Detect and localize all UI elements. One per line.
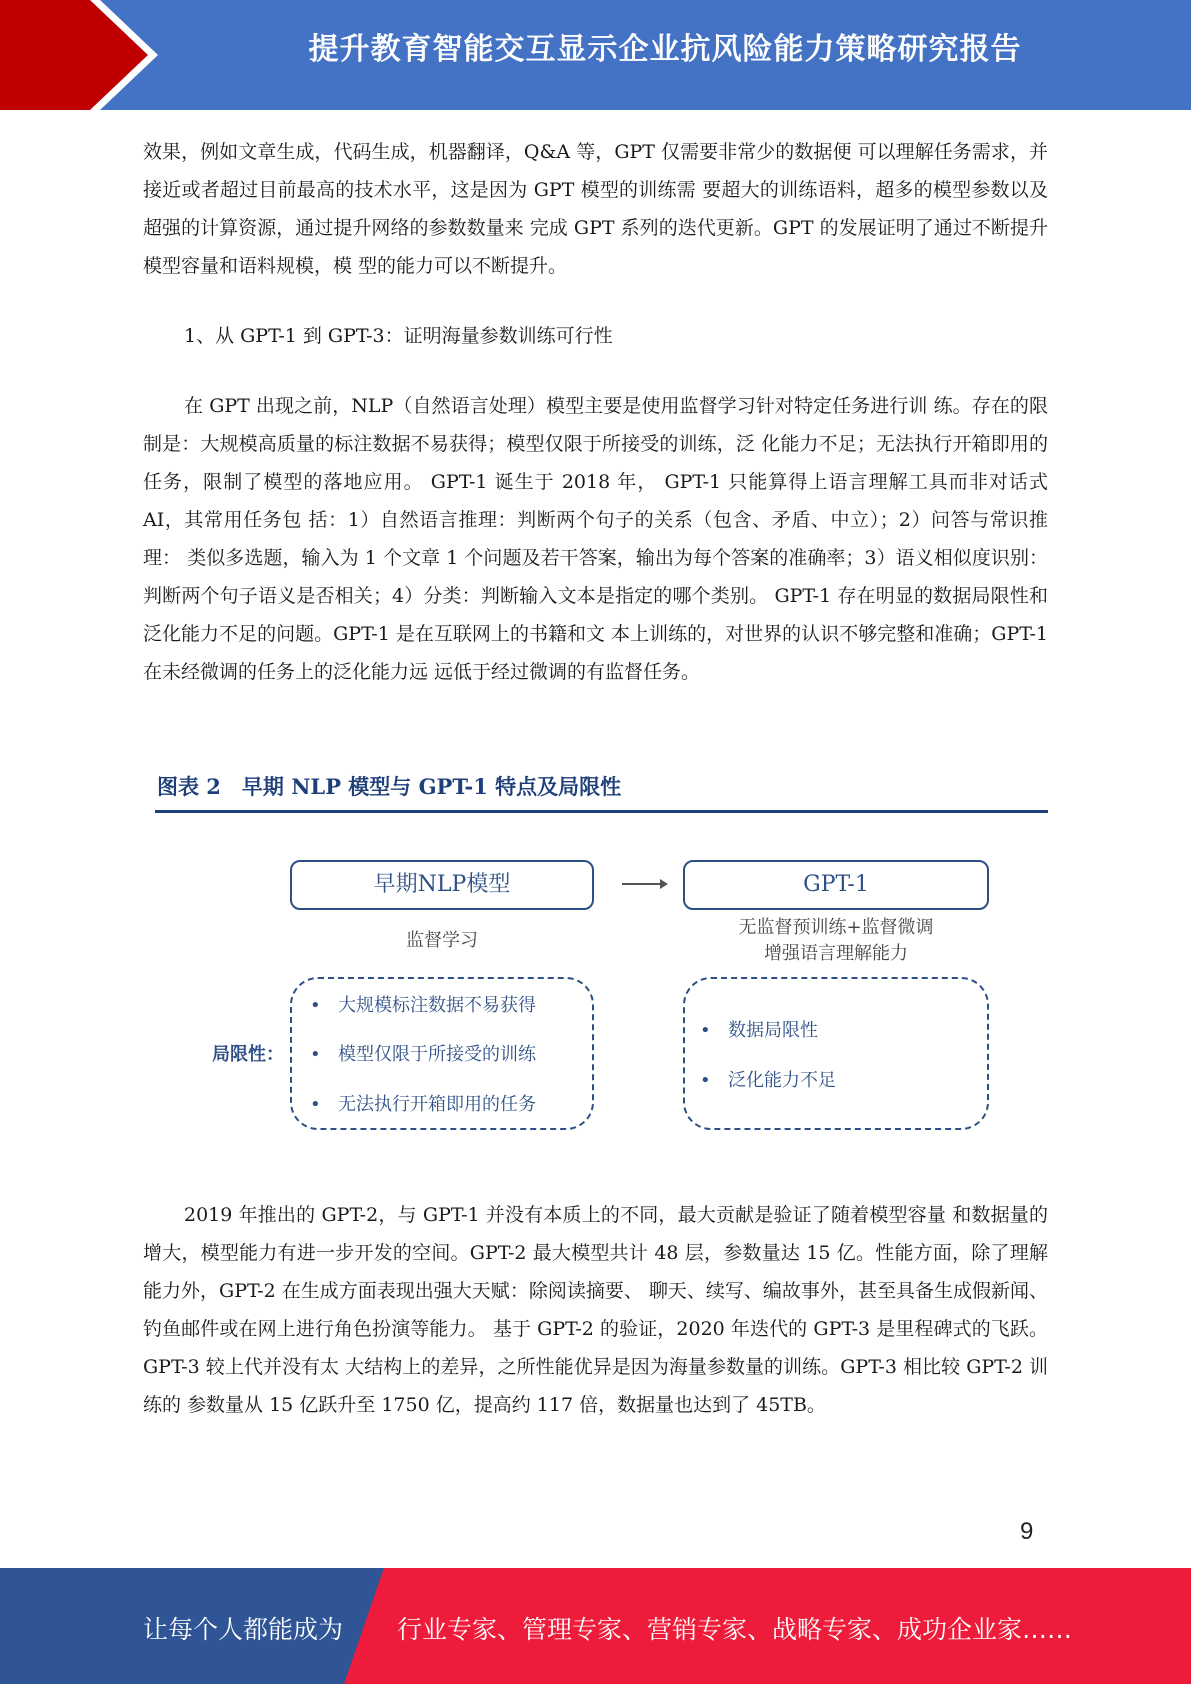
right-arrow-icon (620, 876, 670, 892)
gpt1-method-label: 无监督预训练+监督微调 (738, 917, 934, 938)
paragraph-3: 2019 年推出的 GPT-2，与 GPT-1 并没有本质上的不同，最大贡献是验证了随着模型容量 和数据量的增大，模型能力有进一步开发的空间。GPT-2 最大模型共计 48 层，参数量达 15 亿。性能方面，除了理解能力外，GPT-2 在生成方面表现出强大天赋：除阅读摘要、 聊天、续写、编故事外，甚至具备生成假新闻、钓鱼邮件或在网上进行角色扮演等能力。 基于 GPT-2 的验证，2020 年迭代的 GPT-3 是里程碑式的飞跃。GPT-3 较上代并没有太 大结构上的差异，之所性能优异是因为海量参数量的训练。GPT-3 相比较 GPT-2 训练的 参数量从 15 亿跃升至 1750 亿，提高约 117 倍，数据量也达到了 45TB。 (143, 1204, 1048, 1416)
early-limit-item: • 模型仅限于所接受的训练 (310, 1044, 536, 1065)
page-number: 9 (1020, 1518, 1034, 1545)
footer-slogan-left: 让每个人都能成为 (143, 1615, 344, 1644)
body-content (143, 133, 1048, 691)
paragraph-1: 效果，例如文章生成，代码生成，机器翻译，Q&A 等，GPT 仅需要非常少的数据便 可以理解任务需求，并接近或者超过目前最高的技术水平，这是因为 GPT 模型的训练需 要超大的训练语料，超多的模型参数以及超强的计算资源，通过提升网络的参数数量来 完成 GPT 系列的迭代更新。GPT 的发展证明了通过不断提升模型容量和语料规模，模 型的能力可以不断提升。 (143, 141, 1048, 277)
paragraph-2: 在 GPT 出现之前，NLP（自然语言处理）模型主要是使用监督学习针对特定任务进行训 练。存在的限制是：大规模高质量的标注数据不易获得；模型仅限于所接受的训练，泛 化能力不足；无法执行开箱即用的任务，限制了模型的落地应用。 GPT-1 诞生于 2018 年， GPT-1 只能算得上语言理解工具而非对话式 AI，其常用任务包 括：1）自然语言推理：判断两个句子的关系（包含、矛盾、中立）；2）问答与常识推理： 类似多选题，输入为 1 个文章 1 个问题及若干答案，输出为每个答案的准确率；3）语义相似度识别：判断两个句子语义是否相关；4）分类：判断输入文本是指定的哪个类别。 GPT-1 存在明显的数据局限性和泛化能力不足的问题。GPT-1 是在互联网上的书籍和文 本上训练的，对世界的认识不够完整和准确；GPT-1 在未经微调的任务上的泛化能力远 远低于经过微调的有监督任务。 (143, 395, 1048, 683)
early-limit-item: • 大规模标注数据不易获得 (310, 995, 536, 1016)
figure-title: 图表 2 早期 NLP 模型与 GPT-1 特点及局限性 (157, 774, 622, 799)
report-title: 提升教育智能交互显示企业抗风险能力策略研究报告 (308, 32, 1022, 67)
early-nlp-method-label: 监督学习 (406, 930, 478, 951)
gpt1-box: GPT-1 (683, 860, 989, 910)
limitation-label: 局限性： (212, 1044, 284, 1065)
gpt1-limit-item: • 泛化能力不足 (700, 1070, 836, 1091)
page-header (0, 0, 1191, 110)
section-subheading: 1、从 GPT-1 到 GPT-3：证明海量参数训练可行性 (184, 325, 613, 347)
body-content-lower (143, 1196, 1048, 1424)
footer-slogan-right: 行业专家、管理专家、营销专家、战略专家、成功企业家…… (397, 1615, 1073, 1644)
early-nlp-box: 早期NLP模型 (290, 860, 594, 910)
figure-title-rule (155, 810, 1048, 813)
gpt1-limits-box (683, 977, 989, 1130)
gpt1-capability-label: 增强语言理解能力 (764, 943, 908, 964)
gpt1-limit-item: • 数据局限性 (700, 1020, 818, 1041)
early-limit-item: • 无法执行开箱即用的任务 (310, 1094, 536, 1115)
